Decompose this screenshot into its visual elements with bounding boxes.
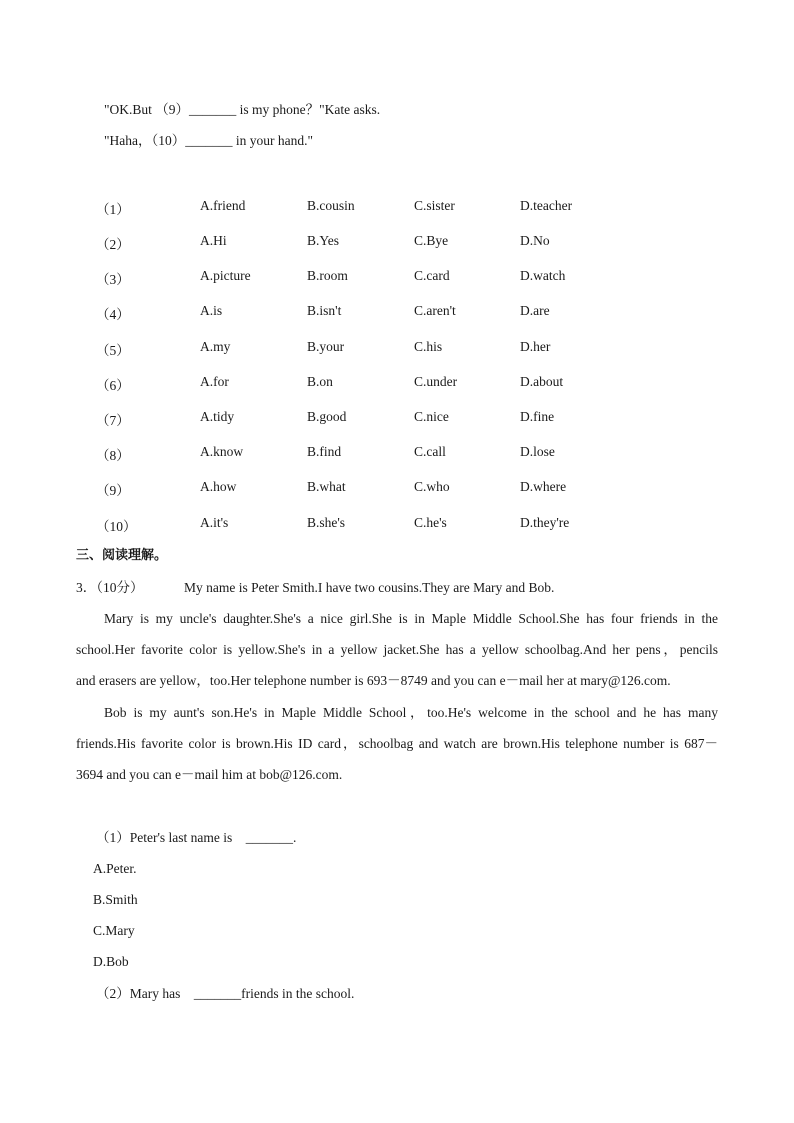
option-d: D.teacher: [520, 198, 573, 213]
question-intro: My name is Peter Smith.I have two cousins.They are Mary and Bob.: [184, 580, 555, 595]
option-number: （6）: [96, 378, 130, 393]
option-a: A.for: [200, 374, 229, 389]
option-b: B.she's: [307, 515, 346, 530]
sub-question-2-stem: （2）Mary has _______friends in the school.: [96, 986, 355, 1001]
option-row-6: [0, 374, 794, 394]
option-c: C.aren't: [414, 303, 456, 318]
option-a: A.is: [200, 303, 223, 318]
passage-line: friends.His favorite color is brown.His ID card，schoolbag and watch are brown.His telephone number is 687－: [76, 736, 718, 751]
option-c: C.who: [414, 479, 450, 494]
passage-line: school.Her favorite color is yellow.She's in a yellow jacket.She has a yellow schoolbag.And her pens，pencils: [76, 642, 718, 657]
option-c: C.under: [414, 374, 458, 389]
option-number: （1）: [96, 202, 130, 217]
option-b: B.good: [307, 409, 347, 424]
question-number: 3．（10分）: [76, 580, 144, 595]
option-number: （2）: [96, 237, 130, 252]
option-c: C.Bye: [414, 233, 449, 248]
option-row-4: [0, 303, 794, 323]
option-b: B.isn't: [307, 303, 342, 318]
choice-a: A.Peter.: [93, 861, 137, 876]
option-c: C.he's: [414, 515, 447, 530]
option-d: D.about: [520, 374, 564, 389]
option-d: D.they're: [520, 515, 570, 530]
option-row-7: [0, 409, 794, 429]
passage-paragraph-2: [76, 697, 718, 790]
option-a: A.picture: [200, 268, 251, 283]
option-c: C.his: [414, 339, 443, 354]
option-number: （8）: [96, 448, 130, 463]
option-row-3: [0, 268, 794, 288]
passage-line: Bob is my aunt's son.He's in Maple Middle School，too.He's welcome in the school and he has many: [104, 705, 718, 720]
passage-line: 3694 and you can e－mail him at bob@126.com.: [76, 767, 343, 782]
option-b: B.find: [307, 444, 342, 459]
option-number: （7）: [96, 413, 130, 428]
passage-line: Mary is my uncle's daughter.She's a nice girl.She is in Maple Middle School.She has four friends in the: [104, 611, 718, 626]
option-a: A.Hi: [200, 233, 227, 248]
sub-question-1-stem: （1）Peter's last name is _______.: [96, 830, 297, 845]
option-row-5: [0, 339, 794, 359]
option-d: D.fine: [520, 409, 555, 424]
option-a: A.my: [200, 339, 231, 354]
option-a: A.friend: [200, 198, 246, 213]
option-b: B.your: [307, 339, 345, 354]
option-row-10: [0, 515, 794, 535]
option-c: C.sister: [414, 198, 455, 213]
option-d: D.her: [520, 339, 551, 354]
option-d: D.watch: [520, 268, 566, 283]
choice-c: C.Mary: [93, 923, 135, 938]
option-d: D.lose: [520, 444, 555, 459]
option-d: D.No: [520, 233, 550, 248]
option-number: （10）: [96, 519, 137, 534]
option-number: （4）: [96, 307, 130, 322]
choice-b: B.Smith: [93, 892, 138, 907]
question-3-header: [76, 579, 554, 597]
option-a: A.tidy: [200, 409, 235, 424]
option-c: C.call: [414, 444, 446, 459]
passage-paragraph-1: [76, 603, 718, 696]
option-row-8: [0, 444, 794, 464]
option-row-2: [0, 233, 794, 253]
option-c: C.card: [414, 268, 450, 283]
option-a: A.it's: [200, 515, 229, 530]
passage-line: and erasers are yellow，too.Her telephone number is 693－8749 and you can e－mail her at mary@126.com.: [76, 673, 671, 688]
option-number: （3）: [96, 272, 130, 287]
option-d: D.are: [520, 303, 550, 318]
section-title: 三、阅读理解。: [76, 548, 168, 563]
option-a: A.how: [200, 479, 237, 494]
option-b: B.on: [307, 374, 333, 389]
option-b: B.Yes: [307, 233, 340, 248]
option-c: C.nice: [414, 409, 449, 424]
option-b: B.what: [307, 479, 346, 494]
dialog-line-10: "Haha，（10）_______ in your hand.": [104, 133, 313, 148]
choice-d: D.Bob: [93, 954, 129, 969]
dialog-line-9: "OK.But （9）_______ is my phone？"Kate asks.: [104, 102, 381, 117]
option-number: （9）: [96, 483, 130, 498]
option-d: D.where: [520, 479, 567, 494]
option-b: B.room: [307, 268, 348, 283]
option-row-1: [0, 198, 794, 218]
option-number: （5）: [96, 343, 130, 358]
option-a: A.know: [200, 444, 244, 459]
option-row-9: [0, 479, 794, 499]
option-b: B.cousin: [307, 198, 355, 213]
